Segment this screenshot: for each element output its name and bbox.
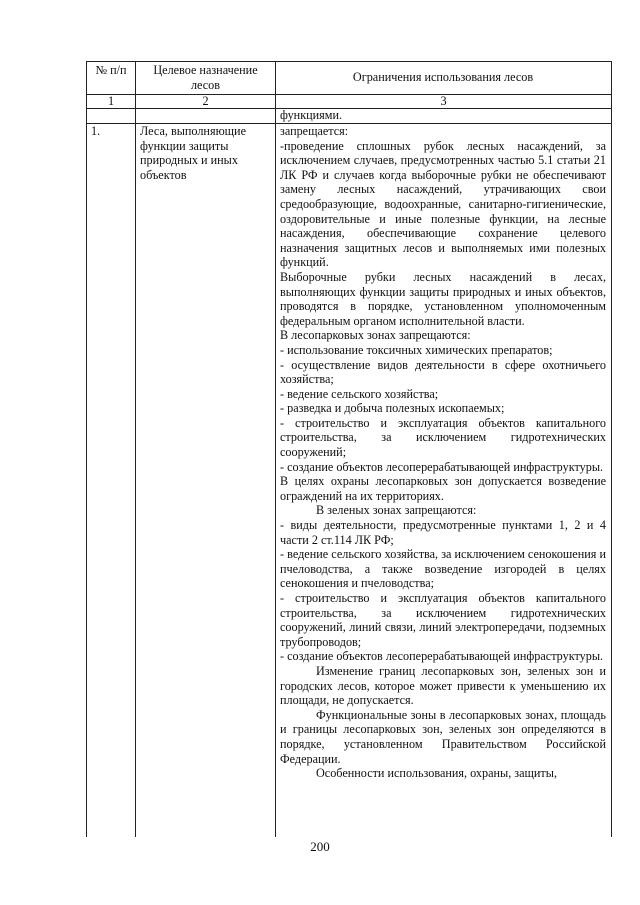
table-border-top (86, 61, 612, 62)
paragraph: В лесопарковых зонах запрещаются: (280, 328, 471, 343)
paragraph: Выборочные рубки лесных насаждений в лесах, выполняющих функции защиты природных и иных объектов, проводятся в порядке, установленном уполномоченным федеральным органом исполнительной власти. (280, 269, 606, 328)
paragraph: Особенности использования, охраны, защиты, (316, 766, 557, 781)
paragraph: В целях охраны лесопарковых зон допускается возведение ограждений на их территориях. (280, 474, 606, 503)
page-number: 200 (310, 839, 330, 854)
paragraph: - ведение сельского хозяйства; (280, 386, 439, 401)
paragraph: - разведка и добыча полезных ископаемых; (280, 401, 505, 416)
header-purpose: Целевое назначение лесов (153, 63, 258, 92)
paragraph: Изменение границ лесопарковых зон, зеленых зон и городских лесов, которое может привести к уменьшению их площади, не допускается. (280, 663, 606, 708)
paragraph: - ведение сельского хозяйства, за исключением сенокошения и пчеловодства, а также возведение изгородей в целях сенокошения и пчеловодства; (280, 547, 606, 591)
table-border-right (611, 61, 612, 837)
paragraph: В зеленых зонах запрещаются: (316, 503, 477, 518)
paragraph: запрещается: (280, 124, 349, 138)
header-number: № п/п (95, 63, 127, 77)
table-column-divider-1 (135, 61, 136, 837)
restrictions-text (280, 124, 606, 781)
continuation-text: функциями. (280, 108, 343, 122)
paragraph: - осуществление видов деятельности в сфере охотничьего хозяйства; (280, 357, 606, 387)
row-number: 1. (91, 124, 101, 138)
paragraph: - создание объектов лесоперерабатывающей инфраструктуры. (280, 459, 604, 474)
column-number-3: 3 (440, 94, 447, 108)
paragraph: - создание объектов лесоперерабатывающей инфраструктуры. (280, 649, 604, 664)
paragraph: - строительство и эксплуатация объектов капитального строительства, за исключением гидротехнических сооружений; (280, 415, 606, 460)
paragraph: - строительство и эксплуатация объектов капитального строительства, за исключением гидротехнических сооружений, линий связи, линий электропередачи, подземных трубопроводов; (280, 591, 606, 649)
table-border-left (86, 61, 87, 837)
paragraph: - виды деятельности, предусмотренные пунктами 1, 2 и 4 части 2 ст.114 ЛК РФ; (280, 518, 606, 547)
header-restrictions: Ограничения использования лесов (352, 70, 534, 84)
paragraph: - использование токсичных химических препаратов; (280, 342, 553, 357)
row-purpose: Леса, выполняющие функции защиты природных и иных объектов (140, 124, 246, 182)
column-number-2: 2 (202, 94, 209, 108)
paragraph: -проведение сплошных рубок лесных насаждений, за исключением случаев, предусмотренных частью 5.1 статьи 21 ЛК РФ и случаев когда выборочные рубки не обеспечивают замену лесных насаждений, утрачивающих свои средообразующие, водоохранные, санитарно-гигиенические, оздоровительные и иные полезные функции, на лесные насаждения, обеспечивающие сохранение целевого назначения защитных лесов и выполняемых ими полезных функций. (280, 138, 606, 270)
paragraph: Функциональные зоны в лесопарковых зонах, площадь и границы лесопарковых зон, зеленых зон определяются в порядке, установленном Правительством Российской Федерации. (280, 707, 606, 766)
column-number-1: 1 (107, 94, 115, 108)
table-column-divider-2 (275, 61, 276, 837)
